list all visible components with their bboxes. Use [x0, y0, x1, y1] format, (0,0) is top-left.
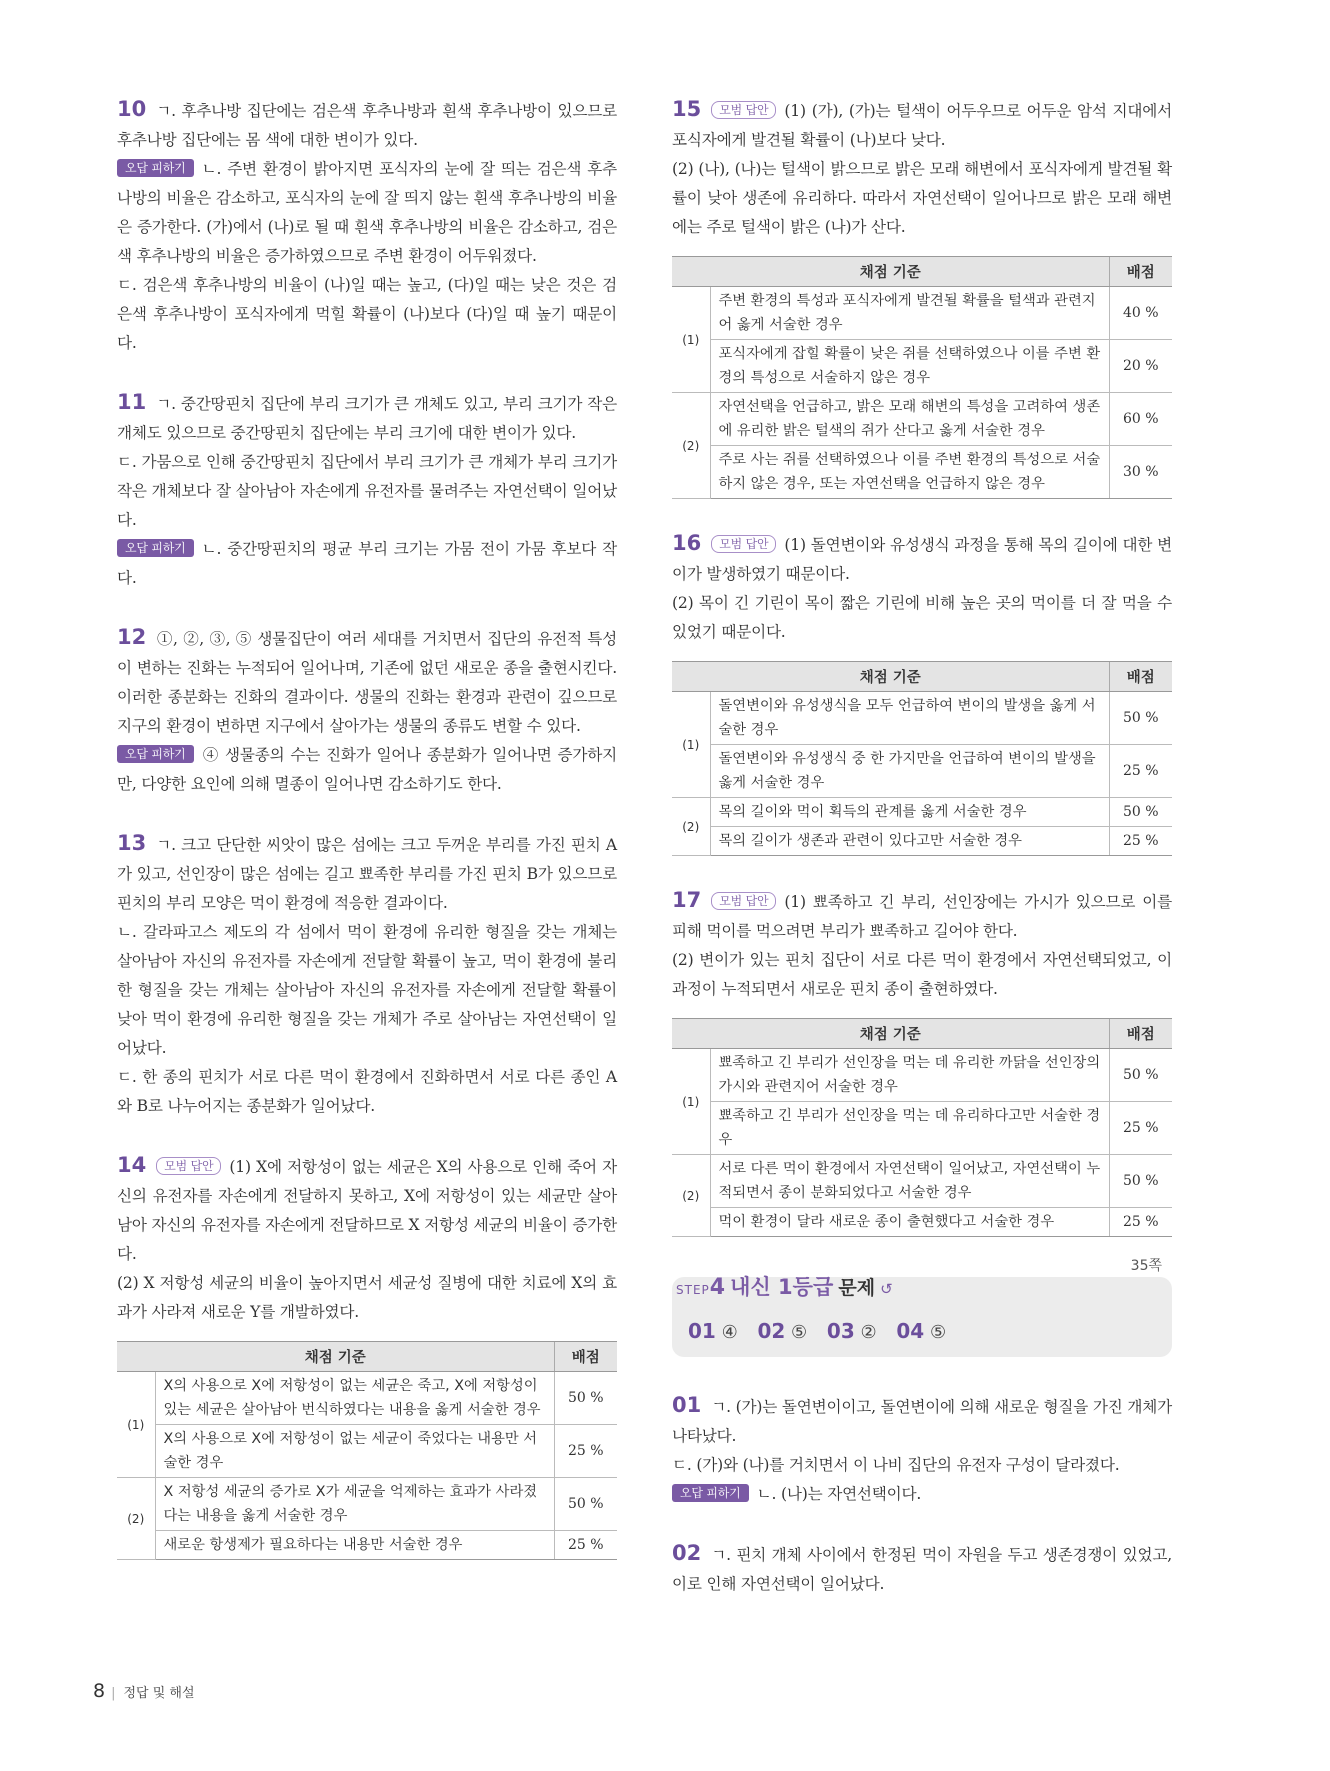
step-number: 4 [709, 1275, 726, 1300]
q11-text-3: ㄴ. 중간땅핀치의 평균 부리 크기는 가뭄 전이 가뭄 후보다 작다. [117, 540, 617, 587]
criteria-text: 돌연변이와 유성생식 중 한 가지만을 언급하여 변이의 발생을 옳게 서술한 경우 [710, 745, 1109, 798]
q14-number: 14 [117, 1153, 147, 1177]
score-cell: 25 % [554, 1531, 617, 1560]
model-answer-tag: 모범 답안 [711, 101, 776, 119]
table-header-row [672, 257, 1172, 287]
q13-para-1 [117, 829, 617, 918]
score-cell: 50 % [554, 1478, 617, 1531]
q11-number: 11 [117, 390, 147, 414]
s01-para-1 [672, 1391, 1172, 1451]
page-number: 8 [93, 1680, 106, 1702]
footer-label: 정답 및 해설 [123, 1686, 195, 1701]
criteria-text: 먹이 환경이 달라 새로운 종이 출현했다고 서술한 경우 [710, 1208, 1109, 1237]
criteria-text: 목의 길이가 생존과 관련이 있다고만 서술한 경우 [710, 827, 1109, 856]
q12-text-1: ①, ②, ③, ⑤ 생물집단이 여러 세대를 거치면서 집단의 유전적 특성이 변하는 진화는 누적되어 일어나며, 기존에 없던 새로운 종을 출현시킨다. 이러한 종분화는 진화의 결과이다. 생물의 진화는 환경과 관련이 깊으므로 지구의 환경이 변하면 지구에서 살아가는 생물의 종류도 변할 수 있다. [117, 630, 617, 735]
q14-text-1: (1) X에 저항성이 없는 세균은 X의 사용으로 인해 죽어 자신의 유전자를 자손에게 전달하지 못하고, X에 저항성이 있는 세균만 살아남아 자신의 유전자를 자손에게 전달하므로 X 저항성 세균의 비율이 증가한다. [117, 1158, 617, 1263]
criteria-text: 주변 환경의 특성과 포식자에게 발견될 확률을 털색과 관련지어 옳게 서술한 경우 [710, 287, 1109, 340]
s01-text-2: ㄷ. (가)와 (나)를 거치면서 이 나비 집단의 유전자 구성이 달라졌다. [672, 1456, 1120, 1474]
table-row [672, 1155, 1172, 1208]
avoid-wrong-tag: 오답 피하기 [672, 1484, 749, 1502]
score-cell: 50 % [1109, 1155, 1172, 1208]
score-cell: 25 % [1109, 827, 1172, 856]
score-cell: 50 % [554, 1372, 617, 1425]
q15-text-2: (2) (나), (나)는 털색이 밝으므로 밝은 모래 해변에서 포식자에게 발견될 확률이 낮아 생존에 유리하다. 따라서 자연선택이 일어나므로 밝은 모래 해변에는 주로 털색이 밝은 (나)가 산다. [672, 160, 1172, 236]
q17-text-1: (1) 뾰족하고 긴 부리, 선인장에는 가시가 있으므로 이를 피해 먹이를 먹으려면 부리가 뾰족하고 길어야 한다. [672, 893, 1172, 940]
q17-para-1 [672, 886, 1172, 946]
step4-question-02 [672, 1539, 1172, 1599]
row-label: (1) [672, 692, 710, 798]
score-header: 배점 [1109, 1019, 1172, 1049]
q12-para-2 [117, 741, 617, 799]
score-cell: 25 % [554, 1425, 617, 1478]
s01-text-1: ㄱ. (가)는 돌연변이이고, 돌연변이에 의해 새로운 형질을 가진 개체가 나타났다. [672, 1398, 1172, 1445]
criteria-text: 뾰족하고 긴 부리가 선인장을 먹는 데 유리하다고만 서술한 경우 [710, 1102, 1109, 1155]
table-row [672, 287, 1172, 340]
step4-page-ref: 35쪽 [1130, 1258, 1162, 1274]
question-10 [117, 95, 617, 358]
question-16 [672, 529, 1172, 856]
score-cell: 25 % [1109, 1102, 1172, 1155]
q15-number: 15 [672, 97, 702, 121]
q12-text-2: ④ 생물종의 수는 진화가 일어나 종분화가 일어나면 증가하지만, 다양한 요인에 의해 멸종이 일어나면 감소하기도 한다. [117, 746, 617, 793]
criteria-text: 포식자에게 잡힐 확률이 낮은 쥐를 선택하였으나 이를 주변 환경의 특성으로 서술하지 않은 경우 [710, 340, 1109, 393]
table-row [672, 745, 1172, 798]
table-row [672, 1049, 1172, 1102]
question-12 [117, 623, 617, 799]
q11-para-1 [117, 388, 617, 448]
score-header: 배점 [1109, 257, 1172, 287]
q15-text-1: (1) (가), (가)는 털색이 어두우므로 어두운 암석 지대에서 포식자에게 발견될 확률이 (나)보다 낮다. [672, 102, 1172, 149]
q10-para-1 [117, 95, 617, 155]
criteria-text: X의 사용으로 X에 저항성이 없는 세균이 죽었다는 내용만 서술한 경우 [155, 1425, 554, 1478]
q15-criteria-table [672, 256, 1172, 499]
score-cell: 25 % [1109, 745, 1172, 798]
score-cell: 50 % [1109, 692, 1172, 745]
s02-para-1 [672, 1539, 1172, 1599]
question-14 [117, 1151, 617, 1560]
s02-text-1: ㄱ. 핀치 개체 사이에서 한정된 먹이 자원을 두고 생존경쟁이 있었고, 이로 인해 자연선택이 일어났다. [672, 1546, 1172, 1593]
row-label: (1) [672, 287, 710, 393]
model-answer-tag: 모범 답안 [711, 892, 776, 910]
s01-number: 01 [672, 1393, 702, 1417]
q12-number: 12 [117, 625, 147, 649]
step4-title-b: 문제 [838, 1277, 876, 1299]
q16-para-1 [672, 529, 1172, 589]
s01-para-3 [672, 1480, 1172, 1509]
step4-question-01 [672, 1391, 1172, 1509]
q10-number: 10 [117, 97, 147, 121]
page-footer [93, 1680, 195, 1702]
question-15 [672, 95, 1172, 499]
row-label: (2) [672, 1155, 710, 1237]
answer-number: 04 [896, 1319, 925, 1343]
answer-number: 03 [826, 1319, 855, 1343]
score-cell: 25 % [1109, 1208, 1172, 1237]
score-header: 배점 [554, 1342, 617, 1372]
table-row [117, 1372, 617, 1425]
table-row [117, 1531, 617, 1560]
question-13 [117, 829, 617, 1121]
score-cell: 30 % [1109, 446, 1172, 499]
table-row [117, 1425, 617, 1478]
step4-title-a: 내신 1등급 [730, 1275, 834, 1299]
answer-list [688, 1319, 960, 1343]
row-label: (2) [672, 798, 710, 856]
table-row [117, 1478, 617, 1531]
criteria-text: X의 사용으로 X에 저항성이 없는 세균은 죽고, X에 저항성이 있는 세균은 살아남아 번식하였다는 내용을 옳게 서술한 경우 [155, 1372, 554, 1425]
score-cell: 40 % [1109, 287, 1172, 340]
avoid-wrong-tag: 오답 피하기 [117, 539, 194, 557]
table-header-row [672, 1019, 1172, 1049]
model-answer-tag: 모범 답안 [711, 535, 776, 553]
answer-value: ② [860, 1322, 877, 1343]
step4-heading [676, 1271, 893, 1301]
step4-answer-box [672, 1258, 1172, 1357]
q11-text-2: ㄷ. 가뭄으로 인해 중간땅핀치 집단에서 부리 크기가 큰 개체가 부리 크기가 작은 개체보다 잘 살아남아 자손에게 유전자를 물려주는 자연선택이 일어났다. [117, 453, 617, 529]
q17-number: 17 [672, 888, 702, 912]
table-header-row [117, 1342, 617, 1372]
score-header: 배점 [1109, 662, 1172, 692]
question-11 [117, 388, 617, 593]
q15-para-1 [672, 95, 1172, 155]
criteria-text: X 저항성 세균의 증가로 X가 세균을 억제하는 효과가 사라졌다는 내용을 옳게 서술한 경우 [155, 1478, 554, 1531]
right-column [672, 95, 1172, 1629]
q11-para-3 [117, 535, 617, 593]
answer-number: 01 [688, 1319, 716, 1343]
criteria-text: 주로 사는 쥐를 선택하였으나 이를 주변 환경의 특성으로 서술하지 않은 경우, 또는 자연선택을 언급하지 않은 경우 [710, 446, 1109, 499]
q16-criteria-table [672, 661, 1172, 856]
score-cell: 50 % [1109, 798, 1172, 827]
table-row [672, 1208, 1172, 1237]
q10-text-2: ㄴ. 주변 환경이 밝아지면 포식자의 눈에 잘 띄는 검은색 후추나방의 비율은 감소하고, 포식자의 눈에 잘 띄지 않는 흰색 후추나방의 비율은 증가한다. (가)에서 (나)로 될 때 흰색 후추나방의 비율은 감소하고, 검은색 후추나방의 비율은 증가하였으므로 주변 환경이 어두워졌다. [117, 160, 617, 265]
avoid-wrong-tag: 오답 피하기 [117, 159, 194, 177]
criteria-text: 서로 다른 먹이 환경에서 자연선택이 일어났고, 자연선택이 누적되면서 종이 분화되었다고 서술한 경우 [710, 1155, 1109, 1208]
table-row [672, 1102, 1172, 1155]
criteria-header: 채점 기준 [672, 1019, 1109, 1049]
s01-text-3: ㄴ. (나)는 자연선택이다. [756, 1485, 922, 1503]
table-row [672, 692, 1172, 745]
q17-text-2: (2) 변이가 있는 핀치 집단이 서로 다른 먹이 환경에서 자연선택되었고, 이 과정이 누적되면서 새로운 핀치 종이 출현하였다. [672, 951, 1172, 998]
answer-value: ⑤ [929, 1322, 947, 1343]
left-column [117, 95, 617, 1590]
score-cell: 50 % [1109, 1049, 1172, 1102]
table-row [672, 798, 1172, 827]
criteria-header: 채점 기준 [672, 662, 1109, 692]
q14-criteria-table [117, 1341, 617, 1560]
q13-text-1: ㄱ. 크고 단단한 씨앗이 많은 섬에는 크고 두꺼운 부리를 가진 핀치 A가 있고, 선인장이 많은 섬에는 길고 뾰족한 부리를 가진 핀치 B가 있으므로 핀치의 부리 모양은 먹이 환경에 적응한 결과이다. [117, 836, 617, 912]
table-row [672, 827, 1172, 856]
answer-value: ⑤ [791, 1322, 808, 1343]
row-label: (2) [672, 393, 710, 499]
avoid-wrong-tag: 오답 피하기 [117, 745, 194, 763]
q12-para-1 [117, 623, 617, 741]
q10-text-1: ㄱ. 후추나방 집단에는 검은색 후추나방과 흰색 후추나방이 있으므로 후추나방 집단에는 몸 색에 대한 변이가 있다. [117, 102, 617, 149]
criteria-text: 뾰족하고 긴 부리가 선인장을 먹는 데 유리한 까닭을 선인장의 가시와 관련지어 서술한 경우 [710, 1049, 1109, 1102]
q13-text-3: ㄷ. 한 종의 핀치가 서로 다른 먹이 환경에서 진화하면서 서로 다른 종인 A와 B로 나누어지는 종분화가 일어났다. [117, 1068, 617, 1115]
row-label: (1) [117, 1372, 155, 1478]
table-row [672, 340, 1172, 393]
answer-item [826, 1319, 877, 1343]
answer-number: 02 [757, 1319, 786, 1343]
q16-number: 16 [672, 531, 702, 555]
q11-text-1: ㄱ. 중간땅핀치 집단에 부리 크기가 큰 개체도 있고, 부리 크기가 작은 개체도 있으므로 중간땅핀치 집단에는 부리 크기에 대한 변이가 있다. [117, 395, 617, 442]
criteria-text: 새로운 항생제가 필요하다는 내용만 서술한 경우 [155, 1531, 554, 1560]
table-row [672, 393, 1172, 446]
q14-para-1 [117, 1151, 617, 1269]
criteria-header: 채점 기준 [117, 1342, 554, 1372]
answer-item [688, 1319, 738, 1343]
q16-text-2: (2) 목이 긴 기린이 목이 짧은 기린에 비해 높은 곳의 먹이를 더 잘 먹을 수 있었기 때문이다. [672, 594, 1172, 641]
q10-para-2 [117, 155, 617, 271]
criteria-text: 목의 길이와 먹이 획득의 관계를 옳게 서술한 경우 [710, 798, 1109, 827]
answer-item [757, 1319, 808, 1343]
score-cell: 60 % [1109, 393, 1172, 446]
q10-text-3: ㄷ. 검은색 후추나방의 비율이 (나)일 때는 높고, (다)일 때는 낮은 것은 검은색 후추나방이 포식자에게 먹힐 확률이 (나)보다 (다)일 때 높기 때문이다. [117, 276, 617, 352]
criteria-text: 돌연변이와 유성생식을 모두 언급하여 변이의 발생을 옳게 서술한 경우 [710, 692, 1109, 745]
question-17 [672, 886, 1172, 1237]
row-label: (1) [672, 1049, 710, 1155]
footer-divider: | [111, 1686, 116, 1701]
criteria-header: 채점 기준 [672, 257, 1109, 287]
q16-text-1: (1) 돌연변이와 유성생식 과정을 통해 목의 길이에 대한 변이가 발생하였기 때문이다. [672, 536, 1172, 583]
table-header-row [672, 662, 1172, 692]
s02-number: 02 [672, 1541, 702, 1565]
swirl-icon: ↺ [880, 1280, 893, 1298]
model-answer-tag: 모범 답안 [156, 1157, 221, 1175]
row-label: (2) [117, 1478, 155, 1560]
q13-number: 13 [117, 831, 147, 855]
step-label: STEP [676, 1283, 710, 1297]
answer-value: ④ [721, 1322, 738, 1343]
table-row [672, 446, 1172, 499]
criteria-text: 자연선택을 언급하고, 밝은 모래 해변의 특성을 고려하여 생존에 유리한 밝은 털색의 쥐가 산다고 옳게 서술한 경우 [710, 393, 1109, 446]
q17-criteria-table [672, 1018, 1172, 1237]
q13-text-2: ㄴ. 갈라파고스 제도의 각 섬에서 먹이 환경에 유리한 형질을 갖는 개체는 살아남아 자신의 유전자를 자손에게 전달할 확률이 높고, 먹이 환경에 불리한 형질을 갖는 개체는 살아남아 자신의 유전자를 자손에게 전달할 확률이 낮아 먹이 환경에 유리한 형질을 갖는 개체가 주로 살아남는 자연선택이 일어났다. [117, 923, 617, 1057]
answer-item [896, 1319, 947, 1343]
q14-text-2: (2) X 저항성 세균의 비율이 높아지면서 세균성 질병에 대한 치료에 X의 효과가 사라져 새로운 Y를 개발하였다. [117, 1274, 617, 1321]
score-cell: 20 % [1109, 340, 1172, 393]
